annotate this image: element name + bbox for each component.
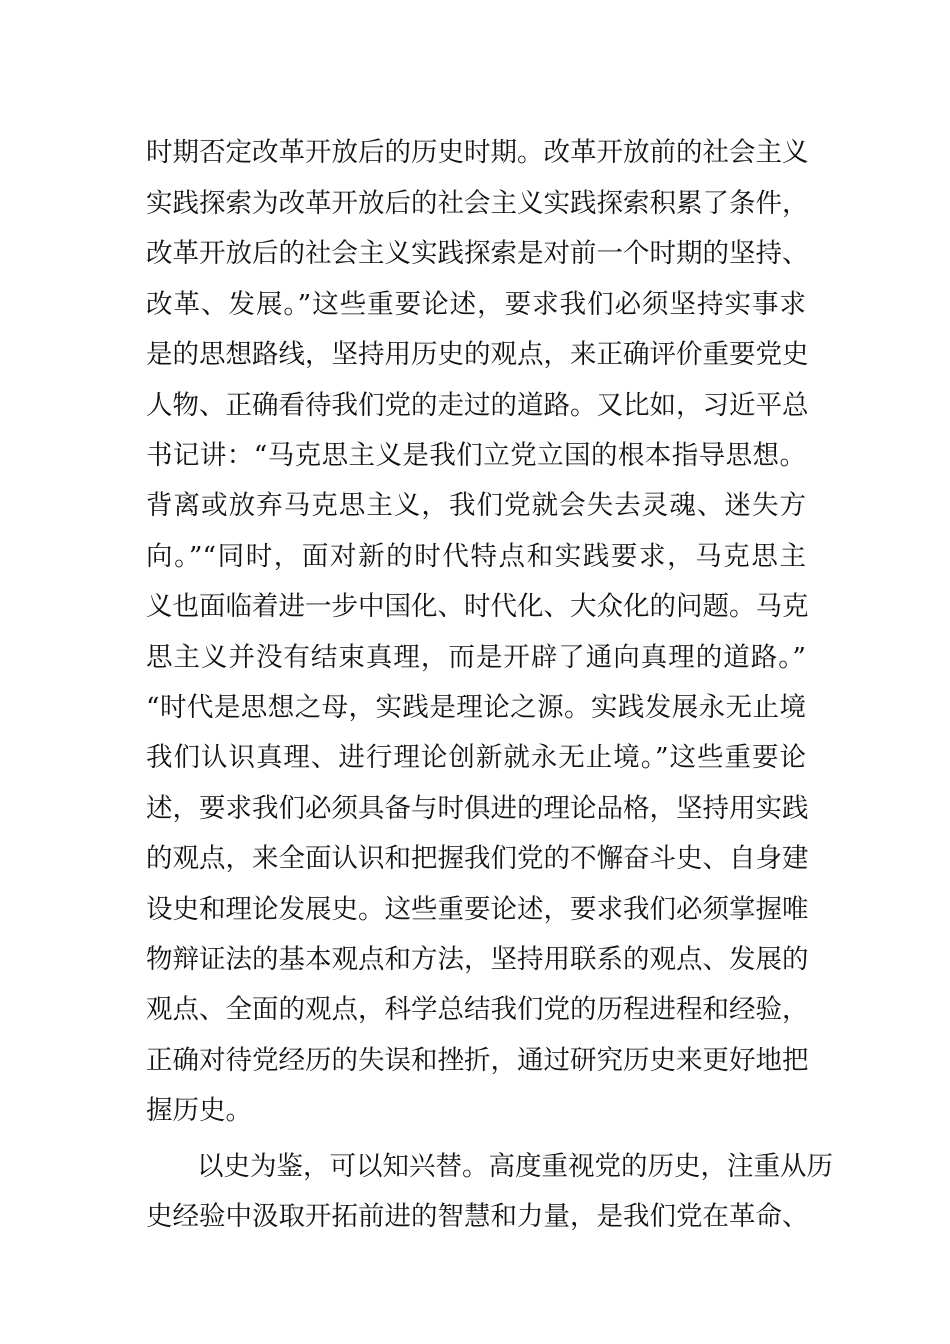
text-line: 向。”“同时，面对新的时代特点和实践要求，马克思主 [146,541,806,572]
text-line: 书记讲：“马克思主义是我们立党立国的根本指导思想。 [146,440,806,471]
text-line: 我们认识真理、进行理论创新就永无止境。”这些重要论 [146,742,806,773]
text-line: 握历史。 [146,1095,252,1126]
text-line: 述，要求我们必须具备与时俱进的理论品格，坚持用实践 [146,793,809,824]
text-line: 实践探索为改革开放后的社会主义实践探索积累了条件， [146,188,809,219]
text-line: 史经验中汲取开拓前进的智慧和力量，是我们党在革命、 [146,1201,809,1232]
text-line: 以史为鉴，可以知兴替。高度重视党的历史，注重从历 [197,1151,833,1182]
text-line: 人物、正确看待我们党的走过的道路。又比如，习近平总 [146,390,809,421]
text-line: 设史和理论发展史。这些重要论述，要求我们必须掌握唯 [146,894,809,925]
text-line: 改革、发展。”这些重要论述，要求我们必须坚持实事求 [146,289,806,320]
text-line: 时期否定改革开放后的历史时期。改革开放前的社会主义 [146,137,809,168]
text-line: 背离或放弃马克思主义，我们党就会失去灵魂、迷失方 [146,490,806,521]
text-line: 改革开放后的社会主义实践探索是对前一个时期的坚持、 [146,238,809,269]
text-line: 正确对待党经历的失误和挫折，通过研究历史来更好地把 [146,1045,809,1076]
text-line: 观点、全面的观点，科学总结我们党的历程进程和经验， [146,994,809,1025]
text-line: 是的思想路线，坚持用历史的观点，来正确评价重要党史 [146,339,809,370]
text-line: “时代是思想之母，实践是理论之源。实践发展永无止境 [146,692,806,723]
text-line: 义也面临着进一步中国化、时代化、大众化的问题。马克 [146,591,809,622]
text-line: 思主义并没有结束真理，而是开辟了通向真理的道路。” [146,642,806,673]
text-line: 的观点，来全面认识和把握我们党的不懈奋斗史、自身建 [146,843,809,874]
text-line: 物辩证法的基本观点和方法，坚持用联系的观点、发展的 [146,944,809,975]
